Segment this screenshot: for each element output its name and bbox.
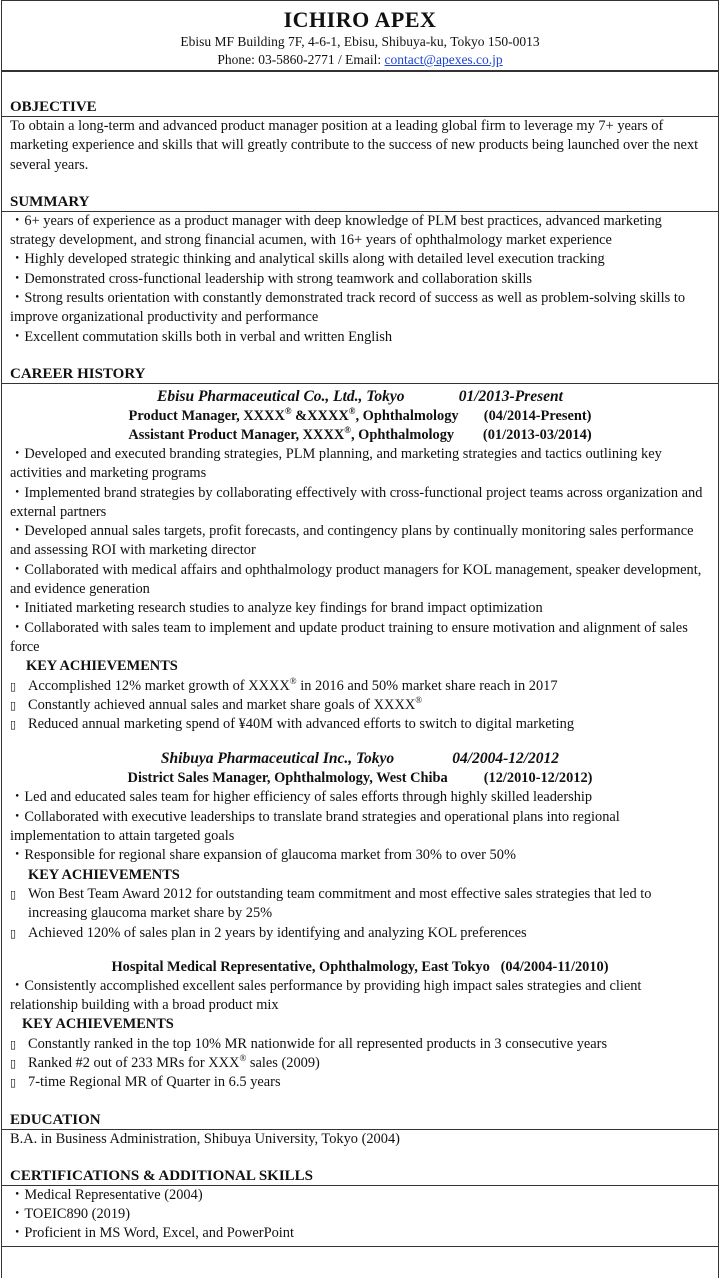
achievement-item: ▯ Ranked #2 out of 233 MRs for XXX® sales (2009) xyxy=(2,1054,718,1073)
summary-item: ・6+ years of experience as a product manager with deep knowledge of PLM best practices, advanced marketing strategy development, and strong financial acumen, with 16+ years of ophthalmology market experience xyxy=(10,212,662,249)
box-bullet-icon: ▯ xyxy=(10,926,17,940)
box-bullet-icon: ▯ xyxy=(10,718,17,732)
address-line: Ebisu MF Building 7F, 4-6-1, Ebisu, Shibuya-ku, Tokyo 150-0013 xyxy=(180,34,540,49)
career-history-title: CAREER HISTORY xyxy=(10,365,146,382)
box-bullet-icon: ▯ xyxy=(10,679,17,693)
company-shibuya: Shibuya Pharmaceutical Inc., Tokyo 04/2004-12/2012 xyxy=(160,750,560,768)
duty-item: ・Led and educated sales team for higher efficiency of sales efforts through highly skilled leadership xyxy=(10,789,593,806)
box-bullet-icon: ▯ xyxy=(10,1056,17,1070)
education-text: B.A. in Business Administration, Shibuya University, Tokyo (2004) xyxy=(10,1130,400,1147)
duty-item: ・Developed annual sales targets, profit forecasts, and contingency plans by continually monitoring sales performance and assessing ROI with marketing director xyxy=(10,523,694,559)
phone-text: Phone: 03-5860-2771 / Email: xyxy=(217,52,385,67)
summary-item: ・Demonstrated cross-functional leadership with strong teamwork and collaboration skills xyxy=(10,270,532,287)
cert-item: ・Medical Representative (2004) xyxy=(10,1186,203,1203)
achievement-item: ▯ Constantly ranked in the top 10% MR nationwide for all represented products in 3 consecutive years xyxy=(2,1035,718,1054)
contact-line xyxy=(2,51,718,69)
cert-item: ・TOEIC890 (2019) xyxy=(10,1206,131,1223)
key-achievements-title: KEY ACHIEVEMENTS xyxy=(28,866,180,883)
resume-page xyxy=(1,0,719,1278)
certifications-title: CERTIFICATIONS & ADDITIONAL SKILLS xyxy=(10,1167,314,1184)
duty-item: ・Responsible for regional share expansion of glaucoma market from 30% to over 50% xyxy=(10,847,516,864)
duty-item: ・Collaborated with medical affairs and ophthalmology product managers for KOL management, speaker development, and evidence generation xyxy=(10,561,702,598)
duty-item: ・Developed and executed branding strategies, PLM planning, and marketing strategies and tactics outlining key activities and marketing programs xyxy=(10,445,662,482)
company-ebisu: Ebisu Pharmaceutical Co., Ltd., Tokyo 01/2013-Present xyxy=(157,387,563,405)
duty-item: ・Collaborated with executive leaderships to translate brand strategies and operational plans into regional implementation to attain targeted goals xyxy=(10,808,620,845)
duty-item: ・Consistently accomplished excellent sales performance by providing high impact sales strategies and client relationship building with a broad product mix xyxy=(10,977,642,1014)
duty-item: ・Implemented brand strategies by collaborating effectively with cross-functional project teams across organization and external partners xyxy=(10,484,703,520)
section-rule xyxy=(2,383,718,384)
achievement-item: ▯ Reduced annual marketing spend of ¥40M with advanced efforts to switch to digital marketing xyxy=(2,715,718,734)
key-achievements-title: KEY ACHIEVEMENTS xyxy=(26,658,178,675)
achievement-item: ▯ Achieved 120% of sales plan in 2 years by identifying and analyzing KOL preferences xyxy=(2,924,718,943)
role-district-sales-manager: District Sales Manager, Ophthalmology, West Chiba (12/2010-12/2012) xyxy=(127,770,593,787)
email-link[interactable]: contact@apexes.co.jp xyxy=(384,52,503,67)
achievement-item: ▯ Won Best Team Award 2012 for outstanding team commitment and most effective sales strategies that led to increasing glaucoma market share by 25% xyxy=(2,885,718,924)
section-rule xyxy=(2,1246,718,1247)
summary-item: ・Strong results orientation with constantly demonstrated track record of success as well as problem-solving skills to improve organizational productivity and performance xyxy=(10,290,686,326)
key-achievements-title: KEY ACHIEVEMENTS xyxy=(22,1016,174,1033)
duty-item: ・Collaborated with sales team to implement and update product training to ensure motivation and alignment of sales force xyxy=(10,619,688,655)
education-title: EDUCATION xyxy=(10,1111,101,1128)
objective-text: To obtain a long-term and advanced product manager position at a leading global firm to leverage my 7+ years of marketing experience and skills that will greatly contribute to the success of new products being launched over the next several years. xyxy=(10,118,699,173)
role-hospital-mr: Hospital Medical Representative, Ophthalmology, East Tokyo (04/2004-11/2010) xyxy=(111,958,609,975)
role-assistant-product-manager: Assistant Product Manager, XXXX®, Ophthalmology (01/2013-03/2014) xyxy=(128,425,592,443)
achievement-item: ▯ 7-time Regional MR of Quarter in 6.5 years xyxy=(2,1073,718,1092)
role-product-manager: Product Manager, XXXX® &XXXX®, Ophthalmology (04/2014-Present) xyxy=(128,406,592,424)
cert-item: ・Proficient in MS Word, Excel, and PowerPoint xyxy=(10,1225,294,1242)
box-bullet-icon: ▯ xyxy=(10,698,17,712)
achievement-item: ▯ Accomplished 12% market growth of XXXX® in 2016 and 50% market share reach in 2017 xyxy=(2,677,718,696)
resume-header xyxy=(2,0,718,70)
box-bullet-icon: ▯ xyxy=(10,887,17,901)
summary-title: SUMMARY xyxy=(10,193,90,210)
box-bullet-icon: ▯ xyxy=(10,1076,17,1090)
candidate-name: ICHIRO APEX xyxy=(283,7,437,32)
objective-title: OBJECTIVE xyxy=(10,99,97,115)
summary-item: ・Excellent commutation skills both in verbal and written English xyxy=(10,328,393,345)
duty-item: ・Initiated marketing research studies to analyze key findings for brand impact optimization xyxy=(10,600,543,617)
achievement-item: ▯ Constantly achieved annual sales and market share goals of XXXX® xyxy=(2,696,718,715)
summary-item: ・Highly developed strategic thinking and analytical skills along with detailed level execution tracking xyxy=(10,251,605,268)
box-bullet-icon: ▯ xyxy=(10,1037,17,1051)
